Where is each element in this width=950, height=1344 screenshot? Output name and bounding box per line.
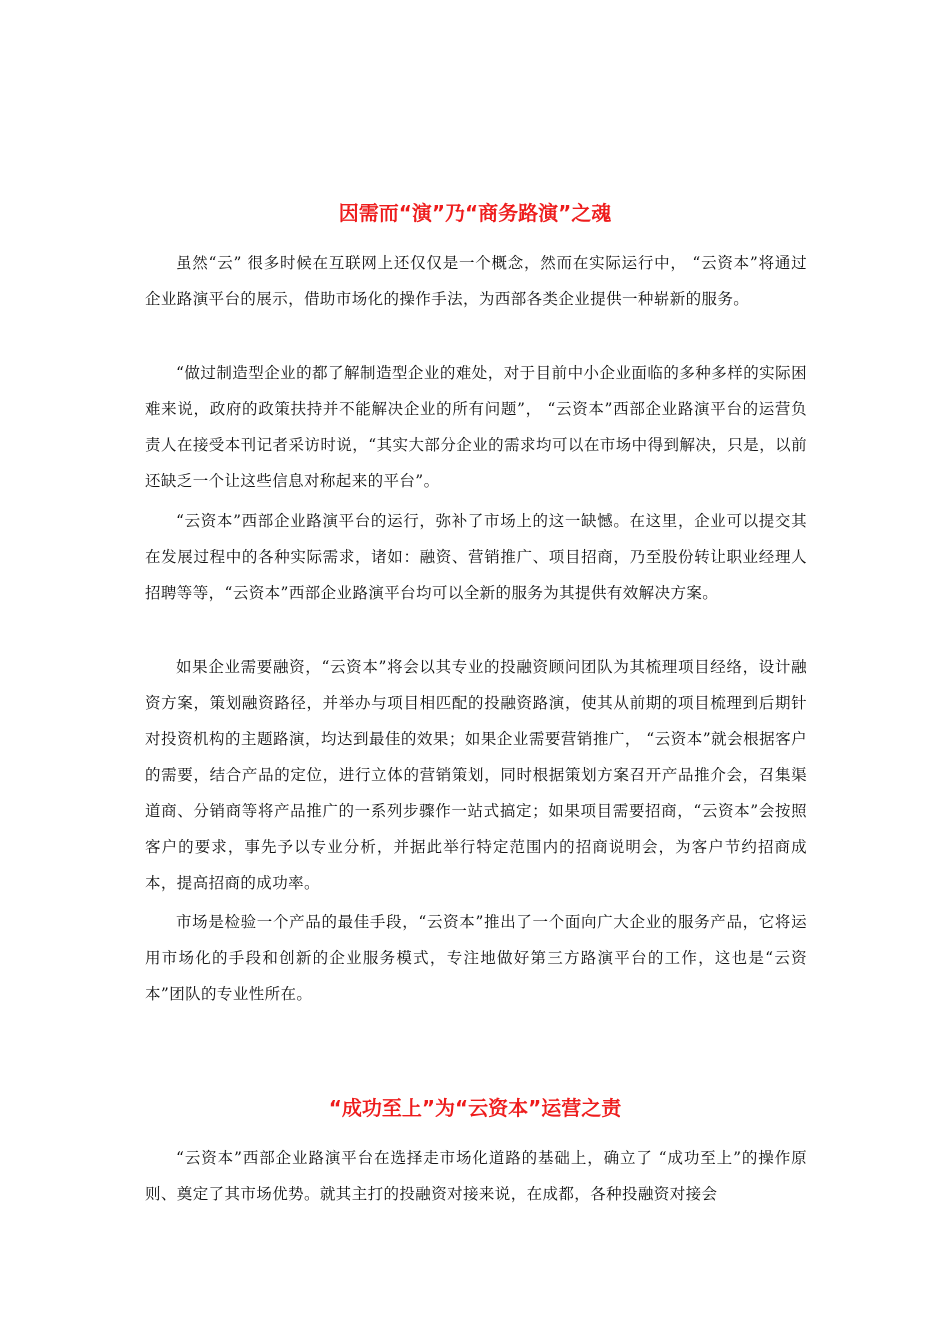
paragraph: 虽然“云” 很多时候在互联网上还仅仅是一个概念，然而在实际运行中， “云资本”将通过企业路演平台的展示，借助市场化的操作手法，为西部各类企业提供一种崭新的服务。 <box>145 254 807 308</box>
paragraph: “做过制造型企业的都了解制造型企业的难处，对于目前中小企业面临的多种多样的实际困难来说，政府的政策扶持并不能解决企业的所有问题”， “云资本”西部企业路演平台的运营负责人在接受本刊记者采访时说，“其实大部分企业的需求均可以在市场中得到解决，只是，以前还缺乏一个让这些信息对称起来的平台”。 <box>145 364 807 490</box>
section-heading-2: “成功至上”为“云资本”运营之责 <box>328 1096 622 1120</box>
paragraph: “云资本”西部企业路演平台在选择走市场化道路的基础上，确立了 “成功至上”的操作原则、奠定了其市场优势。就其主打的投融资对接来说，在成都，各种投融资对接会 <box>145 1149 807 1203</box>
paragraph: “云资本”西部企业路演平台的运行，弥补了市场上的这一缺憾。在这里，企业可以提交其在发展过程中的各种实际需求，诸如：融资、营销推广、项目招商，乃至股份转让职业经理人招聘等等，“云资本”西部企业路演平台均可以全新的服务为其提供有效解决方案。 <box>145 512 807 602</box>
paragraph: 如果企业需要融资，“云资本”将会以其专业的投融资顾问团队为其梳理项目经络，设计融资方案，策划融资路径，并举办与项目相匹配的投融资路演，使其从前期的项目梳理到后期针对投资机构的主题路演，均达到最佳的效果；如果企业需要营销推广， “云资本”就会根据客户的需要，结合产品的定位，进行立体的营销策划，同时根据策划方案召开产品推介会，召集渠道商、分销商等将产品推广的一系列步骤作一站式搞定；如果项目需要招商，“云资本”会按照客户的要求，事先予以专业分析，并据此举行特定范围内的招商说明会，为客户节约招商成本，提高招商的成功率。 <box>145 658 807 892</box>
section-heading-1: 因需而“演”乃“商务路演”之魂 <box>338 201 612 225</box>
paragraph: 市场是检验一个产品的最佳手段，“云资本”推出了一个面向广大企业的服务产品，它将运用市场化的手段和创新的企业服务模式，专注地做好第三方路演平台的工作，这也是“云资本”团队的专业性所在。 <box>145 913 807 1003</box>
